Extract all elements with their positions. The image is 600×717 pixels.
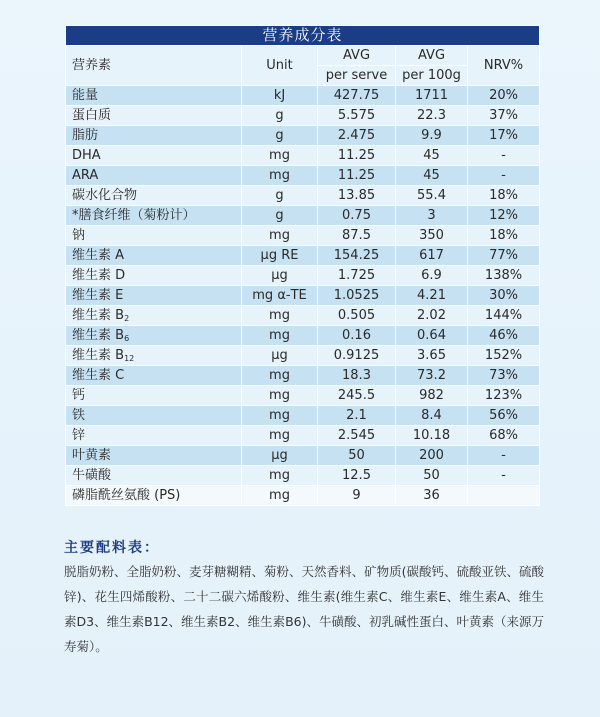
cell-unit: g	[242, 126, 318, 146]
cell-per-100g: 50	[396, 466, 468, 486]
cell-per-100g: 1711	[396, 86, 468, 106]
cell-per-100g: 9.9	[396, 126, 468, 146]
cell-unit: mg	[242, 406, 318, 426]
nutrient-name: 叶黄素	[72, 448, 112, 463]
header-nrv: NRV%	[468, 46, 540, 86]
cell-unit: g	[242, 186, 318, 206]
cell-unit: mg	[242, 366, 318, 386]
cell-per-100g: 10.18	[396, 426, 468, 446]
cell-per-serve: 0.9125	[318, 346, 396, 366]
cell-nrv: 37%	[468, 106, 540, 126]
table-row	[66, 146, 540, 166]
cell-per-serve: 2.545	[318, 426, 396, 446]
cell-nutrient	[66, 366, 242, 386]
cell-per-serve: 427.75	[318, 86, 396, 106]
nutrient-name: 维生素 D	[72, 268, 126, 283]
cell-per-100g: 982	[396, 386, 468, 406]
header-row-1	[66, 46, 540, 66]
cell-nrv: 68%	[468, 426, 540, 446]
cell-nrv	[468, 486, 540, 506]
table-row	[66, 486, 540, 506]
table-row	[66, 306, 540, 326]
cell-unit: μg	[242, 446, 318, 466]
table-row	[66, 386, 540, 406]
cell-per-100g: 45	[396, 166, 468, 186]
cell-unit: μg	[242, 346, 318, 366]
cell-per-100g: 2.02	[396, 306, 468, 326]
nutrient-name: 维生素 C	[72, 368, 125, 383]
cell-per-100g: 3.65	[396, 346, 468, 366]
header-avg-100g-line2: per 100g	[396, 66, 468, 86]
cell-nutrient	[66, 106, 242, 126]
cell-nrv: 123%	[468, 386, 540, 406]
nutrient-subscript: 2	[124, 314, 130, 323]
cell-per-100g: 8.4	[396, 406, 468, 426]
cell-nutrient	[66, 226, 242, 246]
cell-unit: mg	[242, 226, 318, 246]
cell-per-serve: 245.5	[318, 386, 396, 406]
cell-unit: mg	[242, 466, 318, 486]
table-row	[66, 106, 540, 126]
nutrient-name: 维生素 B	[72, 308, 125, 323]
nutrient-name: 钙	[72, 388, 86, 403]
cell-per-serve: 1.725	[318, 266, 396, 286]
table-row	[66, 326, 540, 346]
cell-nrv: -	[468, 466, 540, 486]
ingredients-heading: 主要配料表：	[64, 540, 160, 556]
cell-per-100g: 36	[396, 486, 468, 506]
cell-per-serve: 2.475	[318, 126, 396, 146]
header-avg-100g-line1: AVG	[396, 46, 468, 66]
cell-nutrient	[66, 146, 242, 166]
table-title: 营养成分表	[66, 26, 540, 46]
cell-nrv: 18%	[468, 226, 540, 246]
cell-nrv: -	[468, 166, 540, 186]
cell-unit: mg	[242, 426, 318, 446]
cell-nrv: 20%	[468, 86, 540, 106]
cell-per-100g: 3	[396, 206, 468, 226]
nutrient-subscript: 12	[124, 354, 135, 363]
nutrient-name: 铁	[72, 408, 86, 423]
cell-nutrient	[66, 406, 242, 426]
nutrient-name: 维生素 B	[72, 348, 125, 363]
table-row	[66, 246, 540, 266]
cell-nrv: 152%	[468, 346, 540, 366]
cell-nutrient	[66, 386, 242, 406]
table-row	[66, 466, 540, 486]
cell-per-100g: 45	[396, 146, 468, 166]
cell-nutrient	[66, 426, 242, 446]
cell-nutrient	[66, 246, 242, 266]
cell-nrv: 12%	[468, 206, 540, 226]
table-row	[66, 226, 540, 246]
table-row	[66, 186, 540, 206]
cell-per-serve: 11.25	[318, 146, 396, 166]
table-row	[66, 286, 540, 306]
cell-per-serve: 9	[318, 486, 396, 506]
cell-per-100g: 617	[396, 246, 468, 266]
cell-nrv: 46%	[468, 326, 540, 346]
nutrient-name: 磷脂酰丝氨酸 (PS)	[72, 488, 181, 503]
header-avg-serve-line2: per serve	[318, 66, 396, 86]
table-row	[66, 406, 540, 426]
nutrient-name: 蛋白质	[72, 108, 112, 123]
nutrient-name: 维生素 E	[72, 288, 124, 303]
table-row	[66, 206, 540, 226]
cell-per-serve: 50	[318, 446, 396, 466]
cell-per-serve: 13.85	[318, 186, 396, 206]
cell-nutrient	[66, 466, 242, 486]
cell-unit: mg	[242, 146, 318, 166]
nutrition-facts-table	[65, 25, 540, 506]
cell-nutrient	[66, 186, 242, 206]
cell-unit: mg	[242, 326, 318, 346]
cell-nrv: 77%	[468, 246, 540, 266]
header-avg-serve-line1: AVG	[318, 46, 396, 66]
nutrient-subscript: 6	[124, 334, 130, 343]
nutrient-name: 脂肪	[72, 128, 99, 143]
cell-unit: g	[242, 206, 318, 226]
nutrient-name: 碳水化合物	[72, 188, 138, 203]
cell-unit: mg	[242, 386, 318, 406]
cell-nrv: 18%	[468, 186, 540, 206]
cell-per-serve: 0.505	[318, 306, 396, 326]
cell-nrv: 17%	[468, 126, 540, 146]
cell-nutrient	[66, 446, 242, 466]
ingredients-text: 脱脂奶粉、全脂奶粉、麦芽糖糊精、菊粉、天然香料、矿物质(碳酸钙、硫酸亚铁、硫酸锌)、花生四烯酸粉、二十二碳六烯酸粉、维生素(维生素C、维生素E、维生素A、维生素D3、维生素B12、维生素B2、维生素B6)、牛磺酸、初乳碱性蛋白、叶黄素（来源万寿菊）。	[64, 564, 544, 654]
cell-per-serve: 87.5	[318, 226, 396, 246]
cell-nrv: -	[468, 446, 540, 466]
cell-per-serve: 1.0525	[318, 286, 396, 306]
cell-unit: mg α-TE	[242, 286, 318, 306]
cell-per-serve: 0.16	[318, 326, 396, 346]
cell-nutrient	[66, 346, 242, 366]
nutrient-name: 维生素 B	[72, 328, 125, 343]
cell-unit: μg	[242, 266, 318, 286]
cell-nrv: -	[468, 146, 540, 166]
table-row	[66, 426, 540, 446]
table-row	[66, 166, 540, 186]
cell-per-serve: 5.575	[318, 106, 396, 126]
cell-per-100g: 200	[396, 446, 468, 466]
cell-per-serve: 12.5	[318, 466, 396, 486]
nutrient-name: 锌	[72, 428, 86, 443]
nutrient-name: 牛磺酸	[72, 468, 112, 483]
cell-per-100g: 22.3	[396, 106, 468, 126]
table-row	[66, 86, 540, 106]
nutrient-name: ARA	[72, 168, 99, 183]
cell-nutrient	[66, 266, 242, 286]
nutrient-name: 维生素 A	[72, 248, 125, 263]
cell-nutrient	[66, 326, 242, 346]
table-row	[66, 126, 540, 146]
cell-per-serve: 11.25	[318, 166, 396, 186]
cell-unit: g	[242, 106, 318, 126]
cell-nrv: 144%	[468, 306, 540, 326]
cell-unit: mg	[242, 306, 318, 326]
cell-per-100g: 6.9	[396, 266, 468, 286]
nutrient-name: *膳食纤维（菊粉计）	[72, 208, 196, 223]
cell-nutrient	[66, 306, 242, 326]
cell-unit: μg RE	[242, 246, 318, 266]
cell-nrv: 73%	[468, 366, 540, 386]
cell-nrv: 138%	[468, 266, 540, 286]
cell-per-serve: 2.1	[318, 406, 396, 426]
cell-per-100g: 4.21	[396, 286, 468, 306]
nutrient-name: 钠	[72, 228, 86, 243]
cell-nutrient	[66, 206, 242, 226]
cell-per-100g: 350	[396, 226, 468, 246]
nutrition-rows	[66, 86, 540, 506]
cell-unit: mg	[242, 486, 318, 506]
nutrient-name: DHA	[72, 148, 101, 163]
cell-per-serve: 154.25	[318, 246, 396, 266]
cell-unit: mg	[242, 166, 318, 186]
table-row	[66, 266, 540, 286]
cell-nutrient	[66, 126, 242, 146]
header-unit: Unit	[242, 46, 318, 86]
table-row	[66, 446, 540, 466]
nutrient-name: 能量	[72, 88, 99, 103]
cell-nutrient	[66, 486, 242, 506]
cell-per-serve: 18.3	[318, 366, 396, 386]
header-nutrient: 营养素	[66, 46, 242, 86]
cell-nrv: 30%	[468, 286, 540, 306]
table-row	[66, 346, 540, 366]
cell-per-100g: 0.64	[396, 326, 468, 346]
cell-nutrient	[66, 166, 242, 186]
cell-per-100g: 55.4	[396, 186, 468, 206]
cell-unit: kJ	[242, 86, 318, 106]
cell-nutrient	[66, 286, 242, 306]
cell-nutrient	[66, 86, 242, 106]
cell-per-100g: 73.2	[396, 366, 468, 386]
table-title-row	[66, 26, 540, 46]
table-row	[66, 366, 540, 386]
cell-per-serve: 0.75	[318, 206, 396, 226]
cell-nrv: 56%	[468, 406, 540, 426]
